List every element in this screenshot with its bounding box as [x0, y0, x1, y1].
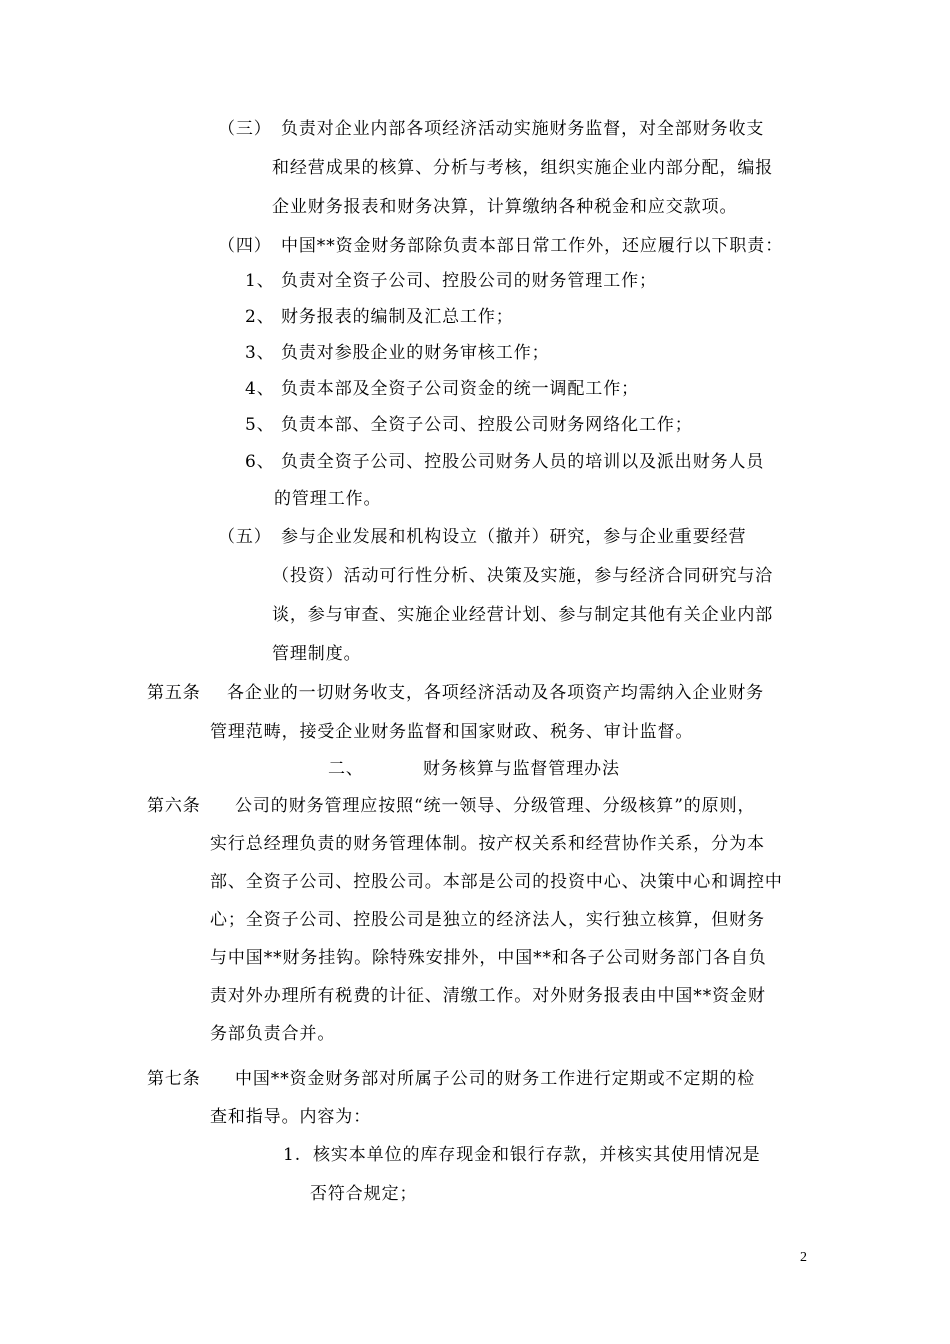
article-6-line-2: 实行总经理负责的财务管理体制。按产权关系和经营协作关系，分为本 — [210, 834, 765, 854]
article-5-line-2: 管理范畴，接受企业财务监督和国家财政、税务、审计监督。 — [210, 722, 694, 742]
article-6-line-5: 与中国**财务挂钩。除特殊安排外，中国**和各子公司财务部门各自负 — [210, 948, 767, 968]
section-4-item-text: 负责对全资子公司、控股公司的财务管理工作； — [281, 271, 657, 291]
section-4-item-num: 2、 — [245, 307, 275, 327]
section-3-line-2: 和经营成果的核算、分析与考核，组织实施企业内部分配，编报 — [272, 158, 774, 178]
article-6-line-4: 心；全资子公司、控股公司是独立的经济法人，实行独立核算，但财务 — [210, 910, 765, 930]
article-7-item-num: 1. — [283, 1145, 302, 1165]
section-4-item-text: 财务报表的编制及汇总工作； — [281, 307, 514, 327]
section-5-line-2: （投资）活动可行性分析、决策及实施，参与经济合同研究与洽 — [272, 566, 774, 586]
section-4-intro: 中国**资金财务部除负责本部日常工作外，还应履行以下职责： — [281, 236, 784, 256]
page-number: 2 — [800, 1250, 807, 1265]
section-4-item-num: 6、 — [245, 452, 275, 472]
section-5-line-4: 管理制度。 — [272, 644, 362, 664]
article-7-line-2: 查和指导。内容为： — [210, 1107, 372, 1127]
section-4-item-continuation: 的管理工作。 — [274, 489, 382, 509]
article-6-line-6: 责对外办理所有税费的计征、清缴工作。对外财务报表由中国**资金财 — [210, 986, 766, 1006]
section-3-line-1: 负责对企业内部各项经济活动实施财务监督，对全部财务收支 — [281, 119, 765, 139]
section-4-label: （四） — [218, 236, 272, 256]
article-7-label: 第七条 — [147, 1069, 201, 1089]
chapter-2-title: 财务核算与监督管理办法 — [423, 759, 620, 779]
article-5-line-1: 各企业的一切财务收支，各项经济活动及各项资产均需纳入企业财务 — [227, 683, 764, 703]
section-5-label: （五） — [218, 527, 272, 547]
article-6-line-3: 部、全资子公司、控股公司。本部是公司的投资中心、决策中心和调控中 — [210, 872, 783, 892]
section-5-line-3: 谈，参与审查、实施企业经营计划、参与制定其他有关企业内部 — [272, 605, 774, 625]
article-5-label: 第五条 — [147, 683, 201, 703]
article-6-line-1: 公司的财务管理应按照“统一领导、分级管理、分级核算”的原则， — [235, 796, 756, 816]
section-4-item-text: 负责本部、全资子公司、控股公司财务网络化工作； — [281, 415, 693, 435]
section-5-line-1: 参与企业发展和机构设立（撤并）研究，参与企业重要经营 — [281, 527, 747, 547]
section-4-item-num: 4、 — [245, 379, 275, 399]
section-4-item-num: 3、 — [245, 343, 275, 363]
section-4-item-text: 负责对参股企业的财务审核工作； — [281, 343, 550, 363]
section-3-line-3: 企业财务报表和财务决算，计算缴纳各种税金和应交款项。 — [272, 197, 738, 217]
section-4-item-num: 5、 — [245, 415, 275, 435]
article-7-item-text: 核实本单位的库存现金和银行存款，并核实其使用情况是 — [313, 1145, 761, 1165]
section-3-label: （三） — [218, 119, 272, 139]
section-4-item-text: 负责本部及全资子公司资金的统一调配工作； — [281, 379, 639, 399]
article-6-line-7: 务部负责合并。 — [210, 1024, 336, 1044]
chapter-2-number: 二、 — [328, 759, 364, 779]
section-4-item-text: 负责全资子公司、控股公司财务人员的培训以及派出财务人员 — [281, 452, 765, 472]
article-7-item-continuation: 否符合规定； — [310, 1184, 418, 1204]
article-6-label: 第六条 — [147, 796, 201, 816]
section-4-item-num: 1、 — [245, 271, 275, 291]
article-7-line-1: 中国**资金财务部对所属子公司的财务工作进行定期或不定期的检 — [235, 1069, 755, 1089]
